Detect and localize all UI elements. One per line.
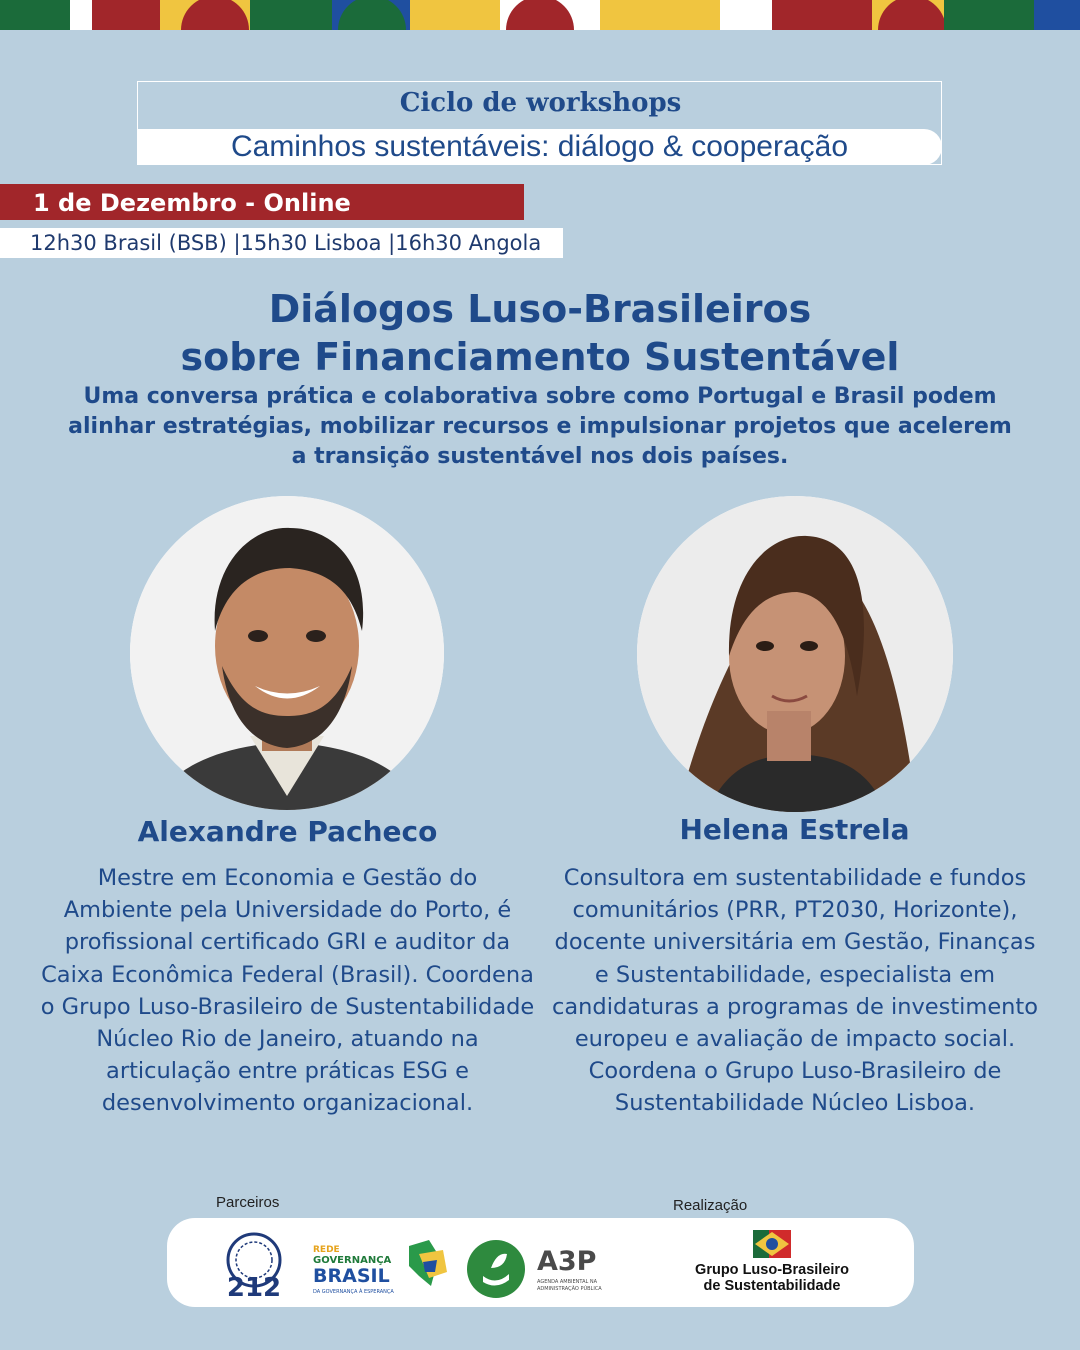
svg-text:GOVERNANÇA: GOVERNANÇA [313,1255,392,1266]
svg-text:REDE: REDE [313,1245,340,1255]
svg-text:A3P: A3P [537,1246,597,1277]
svg-text:AGENDA AMBIENTAL NA: AGENDA AMBIENTAL NA [537,1279,598,1285]
series-header-box [137,81,942,165]
series-subtitle: Caminhos sustentáveis: diálogo & cooperação [137,129,942,165]
speaker-bio-alexandre: Mestre em Economia e Gestão do Ambiente pela Universidade do Porto, é profissional certificado GRI e auditor da Caixa Econômica Federal (Brasil). Coordena o Grupo Luso-Brasileiro de Sustentabilidade Núcleo Rio de Janeiro, atuando na articulação entre práticas ESG e desenvolvimento organizacional. [40,865,535,1117]
svg-text:ADMINISTRAÇÃO PÚBLICA: ADMINISTRAÇÃO PÚBLICA [537,1286,602,1292]
svg-text:DA GOVERNANÇA À ESPERANÇA: DA GOVERNANÇA À ESPERANÇA [313,1289,394,1295]
event-title-line1: Diálogos Luso-Brasileiros [268,287,812,331]
event-times: 12h30 Brasil (BSB) |15h30 Lisboa |16h30 Angola [30,231,542,255]
event-description: Uma conversa prática e colaborativa sobre como Portugal e Brasil podem alinhar estratégias, mobilizar recursos e impulsionar projetos que acelerem a transição sustentável nos dois países. [68,384,1012,469]
svg-text:BRASIL: BRASIL [313,1265,390,1287]
organizer-label: Realização [673,1197,748,1214]
speaker-photo-helena [637,496,953,812]
decorative-top-band [0,0,1080,30]
logo-grupo-luso-brasileiro: Grupo Luso-Brasileiro de Sustentabilidade [695,1262,849,1294]
event-title-line2: sobre Financiamento Sustentável [180,335,900,379]
speaker-name-alexandre: Alexandre Pacheco [137,815,438,848]
partners-label: Parceiros [216,1194,280,1211]
speaker-bio-helena: Consultora em sustentabilidade e fundos comunitários (PRR, PT2030, Horizonte), docente universitária em Gestão, Finanças e Sustentabilidade, especialista em candidaturas a programas de investimento europeu e avaliação de impacto social. Coordena o Grupo Luso-Brasileiro de Sustentabilidade Núcleo Lisboa. [552,865,1039,1117]
event-date: 1 de Dezembro - Online [33,189,351,217]
speaker-photo-alexandre [130,496,444,810]
logo-212-number: 212 [226,1273,282,1300]
logo-a3p [465,1238,615,1300]
speaker-name-helena: Helena Estrela [679,813,910,846]
event-title [40,285,1040,381]
logo-rede-governanca-brasil [311,1236,451,1298]
flag-logo-icon [753,1230,793,1260]
logo-212 [219,1230,289,1300]
logo-bar [167,1218,914,1307]
series-title: Ciclo de workshops [399,88,682,118]
